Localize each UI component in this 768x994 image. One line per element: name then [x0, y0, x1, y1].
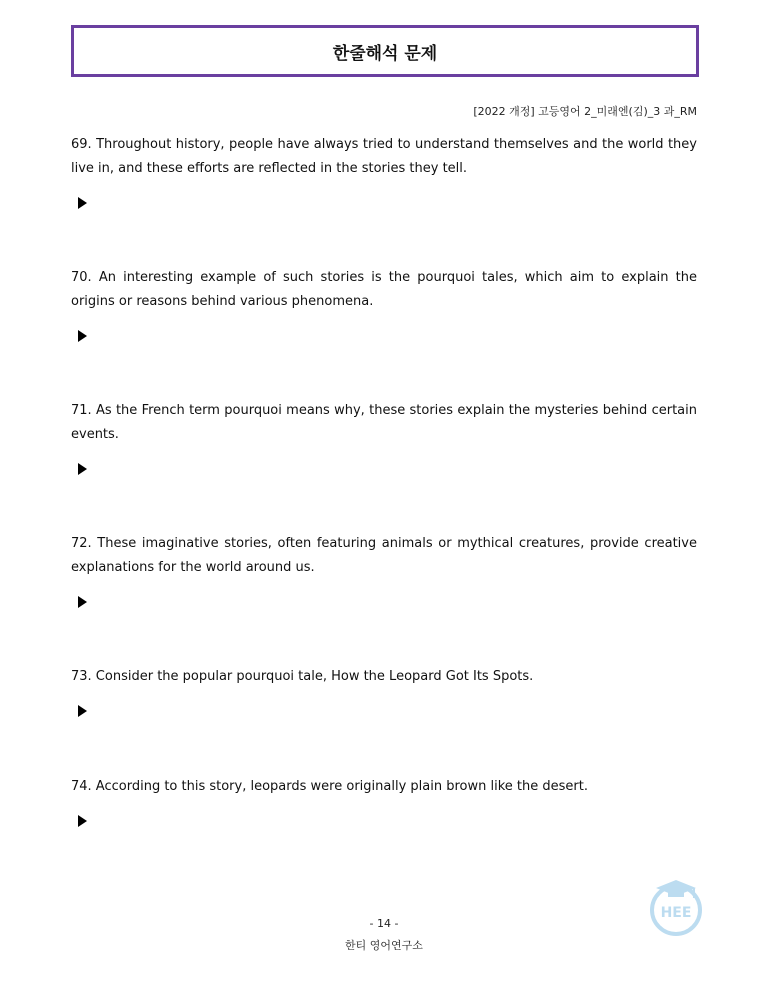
- footer-org: 한티 영어연구소: [345, 939, 423, 952]
- hee-logo: [640, 872, 712, 944]
- answer-arrow-icon: [78, 197, 87, 209]
- question-text: 74. According to this story, leopards were originally plain brown like the desert.: [71, 779, 588, 794]
- logo-text: HEE: [660, 905, 692, 921]
- answer-arrow-icon: [78, 705, 87, 717]
- answer-row: [71, 703, 697, 719]
- answer-arrow-icon: [78, 463, 87, 475]
- question-70: [71, 266, 697, 344]
- question-text: 71. As the French term pourquoi means why, these stories explain the mysteries behind certain events.: [71, 403, 697, 442]
- question-73: [71, 665, 697, 719]
- question-72: [71, 532, 697, 610]
- question-text: 70. An interesting example of such stories is the pourquoi tales, which aim to explain the origins or reasons behind various phenomena.: [71, 270, 697, 309]
- question-71: [71, 399, 697, 477]
- question-text: 69. Throughout history, people have always tried to understand themselves and the world they live in, and these efforts are reflected in the stories they tell.: [71, 137, 697, 176]
- page-title: 한줄해석 문제: [332, 43, 438, 64]
- question-74: [71, 775, 697, 829]
- question-69: [71, 133, 697, 211]
- answer-row: [71, 594, 697, 610]
- title-box: [71, 25, 699, 77]
- answer-row: [71, 195, 697, 211]
- answer-arrow-icon: [78, 330, 87, 342]
- page-number: - 14 -: [369, 917, 399, 930]
- course-label: [2022 개정] 고등영어 2_미래엔(김)_3 과_RM: [473, 105, 697, 118]
- question-text: 73. Consider the popular pourquoi tale, How the Leopard Got Its Spots.: [71, 669, 534, 684]
- answer-row: [71, 328, 697, 344]
- question-text: 72. These imaginative stories, often featuring animals or mythical creatures, provide creative explanations for the world around us.: [71, 536, 697, 575]
- answer-arrow-icon: [78, 815, 87, 827]
- answer-row: [71, 461, 697, 477]
- answer-arrow-icon: [78, 596, 87, 608]
- answer-row: [71, 813, 697, 829]
